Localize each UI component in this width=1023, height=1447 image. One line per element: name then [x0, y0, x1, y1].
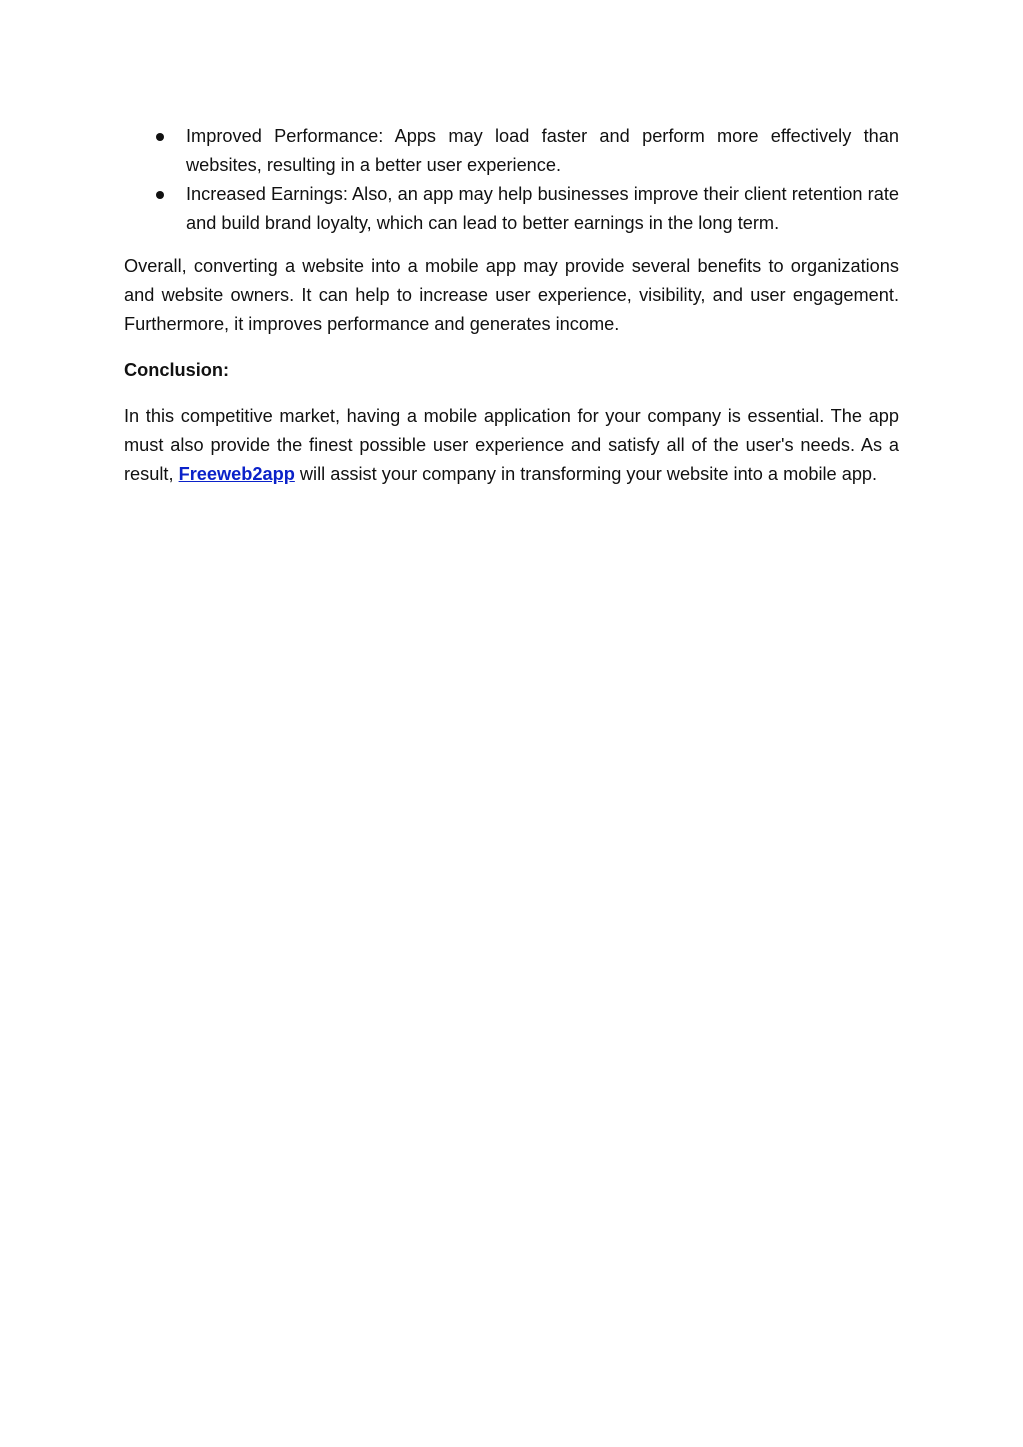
document-page — [124, 122, 899, 506]
list-item — [124, 122, 899, 180]
overall-paragraph: Overall, converting a website into a mobile app may provide several benefits to organizations and website owners. It can help to increase user experience, visibility, and user engagement. Furthermore, it improves performance and generates income. — [124, 256, 899, 334]
freeweb2app-link[interactable]: Freeweb2app — [178, 464, 295, 484]
bullet-text: Increased Earnings: Also, an app may help businesses improve their client retention rate and build brand loyalty, which can lead to better earnings in the long term. — [186, 184, 899, 233]
bullet-text: Improved Performance: Apps may load faster and perform more effectively than websites, resulting in a better user experience. — [186, 126, 899, 175]
conclusion-text-end: will assist your company in transforming your website into a mobile app. — [294, 464, 878, 484]
bullet-icon — [156, 191, 164, 199]
conclusion-text-start: In this competitive market, having a mobile application for your company is essential. The app must also provide the finest possible user experience and satisfy all of the user's needs. As a result, — [124, 406, 899, 484]
bullet-icon — [156, 133, 164, 141]
conclusion-heading: Conclusion: — [124, 360, 230, 380]
list-item — [124, 180, 899, 238]
benefits-list — [124, 122, 899, 238]
conclusion-paragraph — [124, 402, 899, 489]
